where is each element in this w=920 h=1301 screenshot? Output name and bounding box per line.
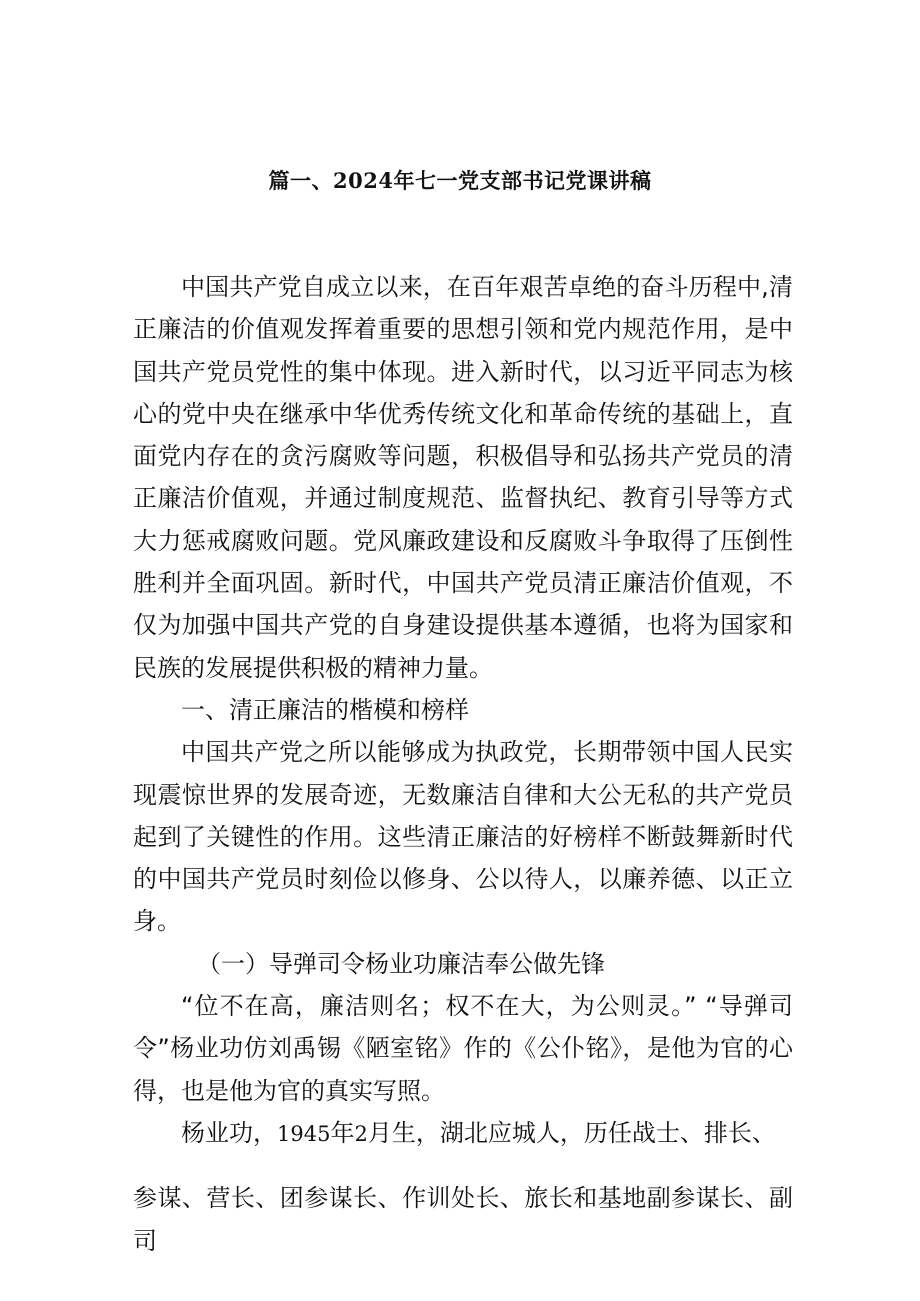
intro-paragraph: 中国共产党自成立以来，在百年艰苦卓绝的奋斗历程中,清正廉洁的价值观发挥着重要的思想引领和党内规范作用，是中国共产党员党性的集中体现。进入新时代，以习近平同志为核心的党中央在继承中华优秀传统文化和革命传统的基础上，直面党内存在的贪污腐败等问题，积极倡导和弘扬共产党员的清正廉洁价值观，并通过制度规范、监督执纪、教育引导等方式大力惩戒腐败问题。党风廉政建设和反腐败斗争取得了压倒性胜利并全面巩固。新时代，中国共产党员清正廉洁价值观，不仅为加强中国共产党的自身建设提供基本遵循，也将为国家和民族的发展提供积极的精神力量。 [133, 273, 793, 682]
section-heading: 一、清正廉洁的楷模和榜样 [181, 695, 469, 724]
bio-start: 杨业功， [181, 1118, 277, 1147]
subsection-heading: （一）导弹司令杨业功廉洁奉公做先锋 [197, 949, 605, 978]
bio-end: 月生，湖北应城人，历任战士、排长、 [367, 1118, 776, 1147]
bio-mid: 年 [330, 1118, 355, 1147]
document-body [133, 266, 793, 1262]
bio-month: 2 [354, 1121, 368, 1146]
document-title: 篇一、2024年七一党支部书记党课讲稿 [268, 168, 652, 193]
quote-paragraph: “位不在高，廉洁则名；权不在大，为公则灵。” “导弹司令”杨业功仿刘禹锡《陋室铭》作的《公仆铭》，是他为官的心得，也是他为官的真实写照。 [133, 992, 793, 1105]
bio-year: 1945 [277, 1121, 331, 1146]
section-paragraph: 中国共产党之所以能够成为执政党，长期带领中国人民实现震惊世界的发展奇迹，无数廉洁自律和大公无私的共产党员起到了关键性的作用。这些清正廉洁的好榜样不断鼓舞新时代的中国共产党员时刻俭以修身、公以待人，以廉养德、以正立身。 [133, 738, 793, 936]
continuation-paragraph: 参谋、营长、团参谋长、作训处长、旅长和基地副参谋长、副司 [133, 1184, 793, 1255]
biography-paragraph [133, 1112, 793, 1155]
